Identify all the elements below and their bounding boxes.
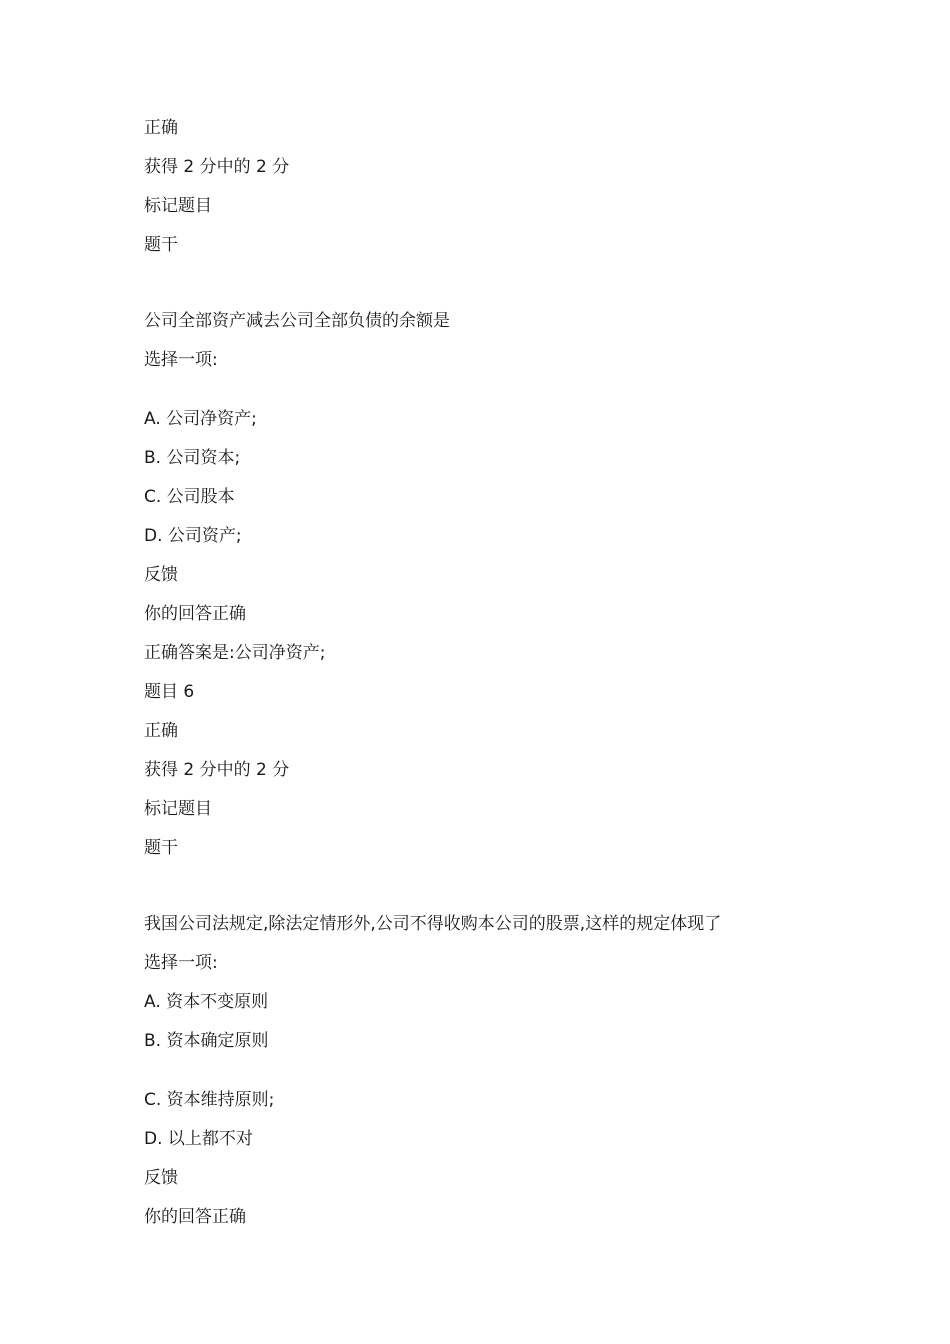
q5-question-text: 公司全部资产减去公司全部负债的余额是 xyxy=(144,311,450,331)
q5-option-b[interactable]: B. 公司资本; xyxy=(144,448,241,468)
q6-option-b[interactable]: B. 资本确定原则 xyxy=(144,1031,269,1051)
q5-feedback-text: 你的回答正确 xyxy=(144,604,246,624)
q6-option-d[interactable]: D. 以上都不对 xyxy=(144,1129,253,1149)
q5-feedback-label: 反馈 xyxy=(144,565,178,585)
q5-correct-answer: 正确答案是:公司净资产; xyxy=(144,643,326,663)
q6-score: 获得 2 分中的 2 分 xyxy=(144,760,290,780)
q6-feedback-label: 反馈 xyxy=(144,1168,178,1188)
q5-stem-label: 题干 xyxy=(144,235,178,255)
q6-option-c[interactable]: C. 资本维持原则; xyxy=(144,1090,275,1110)
q6-option-a[interactable]: A. 资本不变原则 xyxy=(144,992,269,1012)
q6-stem-label: 题干 xyxy=(144,838,178,858)
q6-title: 题目 6 xyxy=(144,682,195,702)
q5-status: 正确 xyxy=(144,118,178,138)
q6-select-prompt: 选择一项: xyxy=(144,953,218,973)
q5-score: 获得 2 分中的 2 分 xyxy=(144,157,290,177)
q5-select-prompt: 选择一项: xyxy=(144,350,218,370)
q5-option-a[interactable]: A. 公司净资产; xyxy=(144,409,257,429)
q5-option-c[interactable]: C. 公司股本 xyxy=(144,487,235,507)
q5-flag-question[interactable]: 标记题目 xyxy=(144,196,212,216)
q5-option-d[interactable]: D. 公司资产; xyxy=(144,526,242,546)
q6-flag-question[interactable]: 标记题目 xyxy=(144,799,212,819)
q6-feedback-text: 你的回答正确 xyxy=(144,1207,246,1227)
q6-question-text: 我国公司法规定,除法定情形外,公司不得收购本公司的股票,这样的规定体现了 xyxy=(144,914,722,934)
q6-status: 正确 xyxy=(144,721,178,741)
